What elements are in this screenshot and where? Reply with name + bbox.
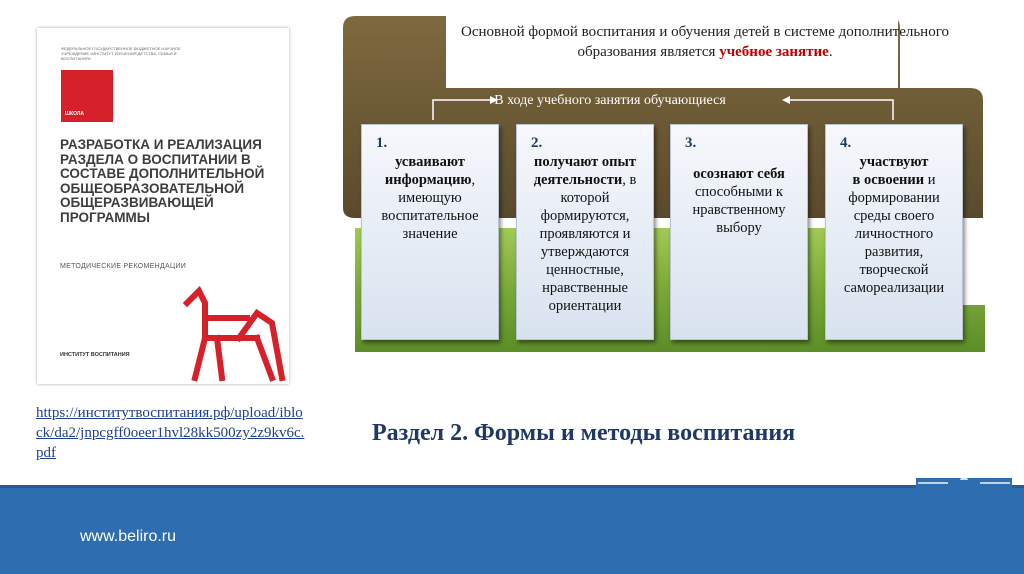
footer-logo-icon (916, 468, 1012, 490)
card-bold: участвуют (859, 154, 929, 170)
card-bold: получают опыт (534, 154, 636, 170)
card-3 (670, 124, 808, 340)
diagram-subheading: В ходе учебного занятия обучающиеся (494, 93, 726, 108)
card-rest: имеющую воспитательное значение (381, 190, 479, 242)
source-link[interactable]: https://институтвоспитания.рф/upload/iblock/da2/jnpcgff0oeer1hvl28kk500zy2z9kv6c.pdf (36, 405, 305, 461)
intro-end: . (828, 44, 833, 60)
card-bold: усваивают (395, 154, 465, 170)
diagram-intro (455, 22, 955, 62)
intro-text: Основной формой воспитания и обучения детей в системе дополнительного образования является (461, 24, 949, 60)
card-rest: формировании среды своего личностного развития, творческой самореализации (843, 190, 945, 296)
card-1 (361, 124, 499, 340)
card-4 (825, 124, 963, 340)
card-bold: деятельности (533, 172, 623, 188)
book-publisher: ФЕДЕРАЛЬНОЕ ГОСУДАРСТВЕННОЕ БЮДЖЕТНОЕ НАУЧНОЕ УЧРЕЖДЕНИЕ «ИНСТИТУТ ИЗУЧЕНИЯ ДЕТСТВА, СЕМЬИ И ВОСПИТАНИЯ» (61, 46, 181, 61)
book-institute: ИНСТИТУТ ВОСПИТАНИЯ (60, 352, 130, 358)
card-text (523, 153, 647, 315)
card-number: 1. (376, 135, 388, 151)
book-title: РАЗРАБОТКА И РЕАЛИЗАЦИЯ РАЗДЕЛА О ВОСПИТАНИИ В СОСТАВЕ ДОПОЛНИТЕЛЬНОЙ ОБЩЕОБРАЗОВАТЕЛЬНОЙ ОБЩЕРАЗВИВАЮЩЕЙ ПРОГРАММЫ (60, 137, 265, 225)
card-rest: и (924, 172, 936, 188)
card-bold: осознают себя (693, 166, 785, 182)
section-title: Раздел 2. Формы и методы воспитания (372, 420, 796, 446)
card-rest: способными к нравственному выбору (692, 184, 786, 236)
card-number: 3. (685, 135, 697, 151)
card-2 (516, 124, 654, 340)
card-number: 4. (840, 135, 852, 151)
book-subtitle: МЕТОДИЧЕСКИЕ РЕКОМЕНДАЦИИ (60, 263, 187, 270)
site-url-link[interactable]: www.beliro.ru (80, 528, 177, 545)
card-text (832, 153, 956, 297)
card-rest: , (471, 172, 476, 188)
intro-accent: учебное занятие (719, 44, 829, 60)
card-number: 2. (531, 135, 543, 151)
card-bold: в освоении (852, 172, 925, 188)
card-rest: , в (622, 172, 637, 188)
book-badge-label: ШКОЛА (65, 111, 84, 117)
card-text (677, 165, 801, 237)
card-rest: которой формируются, проявляются и утверждаются ценностные, нравственные ориентации (539, 190, 631, 314)
card-text (368, 153, 492, 243)
card-bold: информацию (384, 172, 472, 188)
